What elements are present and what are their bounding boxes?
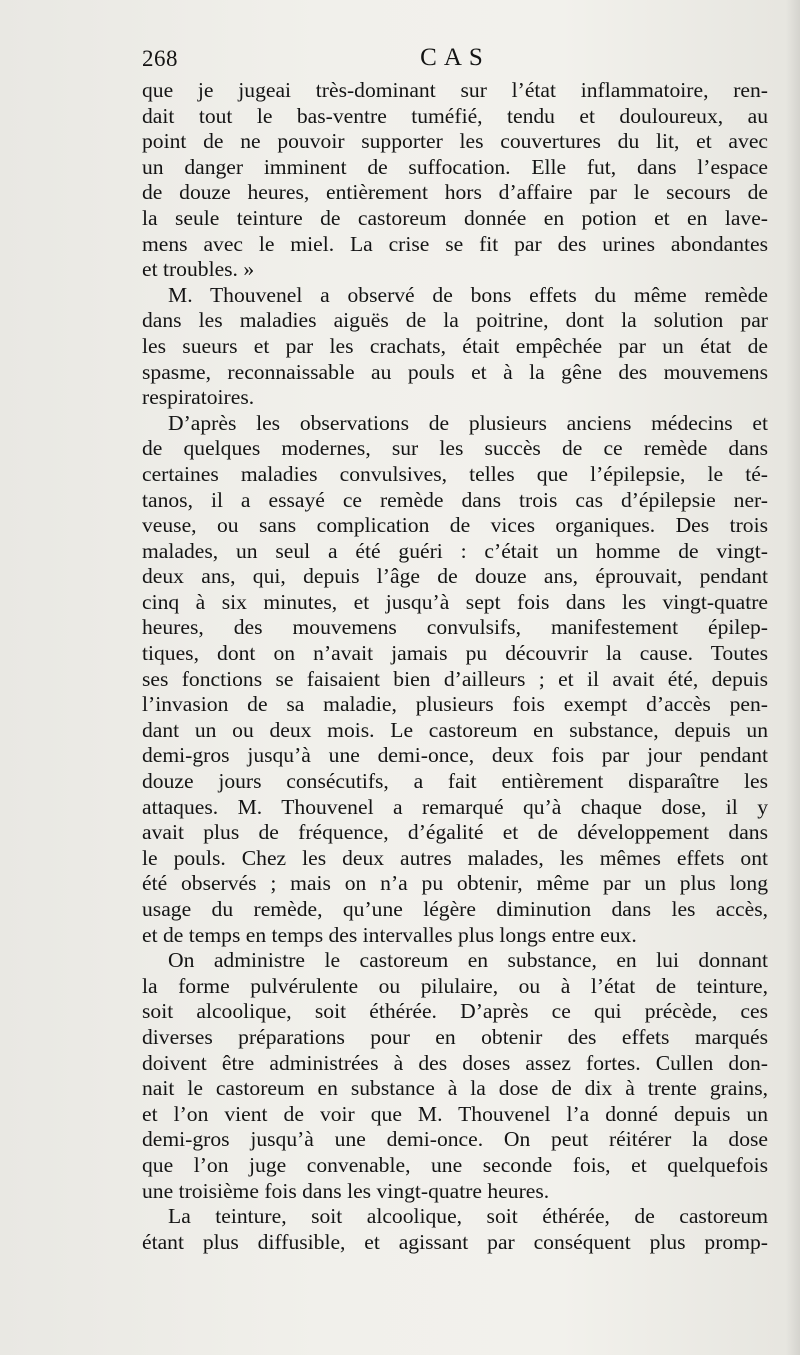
text-line: et l’on vient de voir que M. Thouvenel l’a donné depuis un (142, 1101, 768, 1126)
paragraph (142, 78, 768, 283)
paragraph (142, 283, 768, 411)
text-line: On administre le castoreum en substance, en lui donnant (168, 948, 768, 973)
text-line: attaques. M. Thouvenel a remarqué qu’à chaque dose, il y (142, 794, 768, 819)
text-line: la forme pulvérulente ou pilulaire, ou à l’état de teinture, (142, 973, 768, 998)
text-line: tanos, il a essayé ce remède dans trois cas d’épilepsie ner- (142, 487, 768, 512)
text-line: les sueurs et par les crachats, était empêchée par un état de (142, 333, 768, 358)
paragraph (142, 1204, 768, 1255)
text-line: de quelques modernes, sur les succès de ce remède dans (142, 436, 768, 461)
text-line: La teinture, soit alcoolique, soit éthérée, de castoreum (168, 1204, 768, 1229)
text-line: tiques, dont on n’avait jamais pu découvrir la cause. Toutes (142, 641, 768, 666)
text-line: usage du remède, qu’une légère diminution dans les accès, (142, 897, 768, 921)
text-line: malades, un seul a été guéri : c’était un homme de vingt- (142, 538, 768, 563)
text-line: avait plus de fréquence, d’égalité et de développement dans (142, 820, 768, 845)
text-line: une troisième fois dans les vingt-quatre heures. (142, 1178, 550, 1203)
text-line: un danger imminent de suffocation. Elle fut, dans l’espace (142, 154, 768, 179)
text-line: respiratoires. (142, 385, 255, 410)
text-line: la seule teinture de castoreum donnée en potion et en lave- (142, 205, 768, 230)
text-line: étant plus diffusible, et agissant par conséquent plus promp- (142, 1229, 768, 1254)
text-line: et de temps en temps des intervalles plus longs entre eux. (142, 922, 637, 947)
text-line: que l’on juge convenable, une seconde fois, et quelquefois (142, 1152, 768, 1177)
text-line: nait le castoreum en substance à la dose de dix à trente grains, (142, 1076, 768, 1101)
text-line: de douze heures, entièrement hors d’affaire par le secours de (142, 180, 768, 205)
text-line: ses fonctions se faisaient bien d’ailleurs ; et il avait été, depuis (142, 666, 768, 691)
text-line: dans les maladies aiguës de la poitrine, dont la solution par (142, 308, 768, 333)
text-line: demi-gros jusqu’à une demi-once, deux fois par jour pendant (142, 743, 768, 768)
paragraph (142, 411, 768, 948)
text-line: heures, des mouvemens convulsifs, manifestement épilep- (142, 615, 768, 640)
text-line: dait tout le bas-ventre tuméfié, tendu et douloureux, au (142, 103, 768, 128)
body-text (142, 78, 768, 1255)
text-line: mens avec le miel. La crise se fit par des urines abondantes (142, 231, 768, 256)
page-header (142, 44, 768, 78)
paragraph (142, 948, 768, 1204)
running-head: CAS (420, 44, 490, 71)
text-line: deux ans, qui, depuis l’âge de douze ans, éprouvait, pendant (142, 564, 768, 589)
text-line: le pouls. Chez les deux autres malades, les mêmes effets ont (142, 845, 768, 870)
text-line: et troubles. » (142, 257, 255, 282)
text-line: que je jugeai très-dominant sur l’état inflammatoire, ren- (142, 78, 768, 102)
text-line: demi-gros jusqu’à une demi-once. On peut réitérer la dose (142, 1127, 768, 1152)
text-line: M. Thouvenel a observé de bons effets du même remède (168, 282, 768, 307)
page-gutter-shadow (786, 0, 800, 1355)
text-line: dant un ou deux mois. Le castoreum en substance, depuis un (142, 717, 768, 742)
text-line: spasme, reconnaissable au pouls et à la gêne des mouvemens (142, 359, 768, 384)
page-number: 268 (142, 46, 178, 71)
text-line: douze jours consécutifs, a fait entièrement disparaître les (142, 769, 768, 794)
text-line: D’après les observations de plusieurs anciens médecins et (168, 410, 768, 435)
text-line: point de ne pouvoir supporter les couvertures du lit, et avec (142, 129, 768, 154)
text-line: doivent être administrées à des doses assez fortes. Cullen don- (142, 1050, 768, 1075)
text-line: certaines maladies convulsives, telles que l’épilepsie, le té- (142, 461, 768, 486)
text-line: veuse, ou sans complication de vices organiques. Des trois (142, 513, 768, 538)
text-line: l’invasion de sa maladie, plusieurs fois exempt d’accès pen- (142, 692, 768, 717)
text-line: cinq à six minutes, et jusqu’à sept fois dans les vingt-quatre (142, 589, 768, 614)
text-line: soit alcoolique, soit éthérée. D’après ce qui précède, ces (142, 999, 768, 1024)
text-line: diverses préparations pour en obtenir des effets marqués (142, 1024, 768, 1049)
text-line: été observés ; mais on n’a pu obtenir, même par un plus long (142, 871, 768, 896)
